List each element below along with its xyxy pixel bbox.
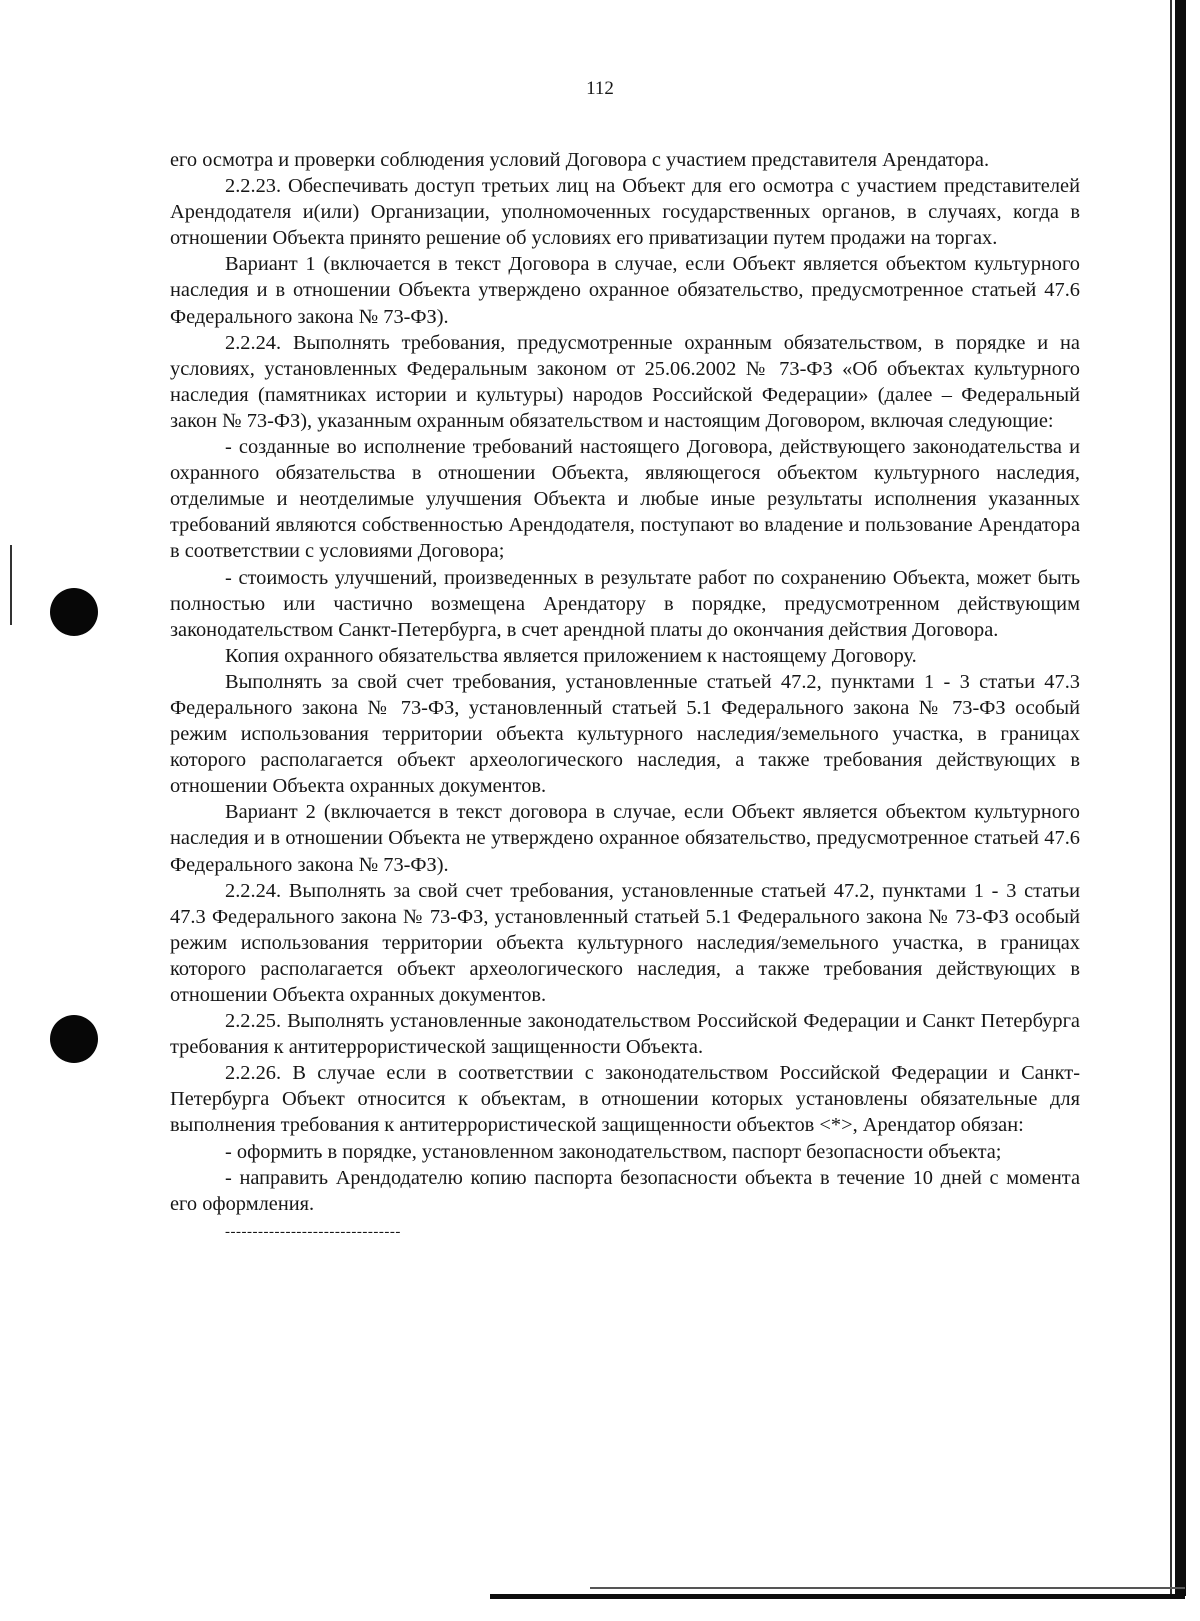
scan-edge-right xyxy=(1175,0,1186,1596)
punch-hole-top xyxy=(50,588,98,636)
paragraph-obligation-copy: Копия охранного обязательства является приложением к настоящему Договору. xyxy=(225,644,917,667)
paragraph-variant-2-note: Вариант 2 (включается в текст договора в случае, если Объект является объектом культурного наследия и в отношении Объекта не утверждено охранное обязательство, предусмотренное статьей 47.6 Федерального закона № 73-ФЗ). xyxy=(170,801,1080,876)
scan-edge-line-bottom-thin xyxy=(590,1587,1185,1589)
scan-edge-bottom xyxy=(490,1594,1185,1599)
document-body xyxy=(170,147,1080,1241)
footnote-separator: -------------------------------- xyxy=(225,1223,401,1240)
paragraph-clause-2-2-26: 2.2.26. В случае если в соответствии с законодательством Российской Федерации и Санкт-Петербурга Объект относится к объектам, в отношении которых установлены обязательные для выполнения требования к антитеррористической защищенности объектов <*>, Арендатор обязан: xyxy=(170,1062,1080,1137)
paragraph-clause-2-2-24-variant-2: 2.2.24. Выполнять за свой счет требования, установленные статьей 47.2, пунктами 1 - 3 статьи 47.3 Федерального закона № 73-ФЗ, установленный статьей 5.1 Федерального закона № 73-ФЗ особый режим использования территории объекта культурного наследия/земельного участка, в границах которого располагается объект археологического наследия, а также требования действующих в отношении Объекта охранных документов. xyxy=(170,879,1080,1006)
paragraph-continuation: его осмотра и проверки соблюдения условий Договора с участием представителя Арендатора. xyxy=(170,149,990,171)
scan-edge-line-right-thin xyxy=(1170,0,1172,1596)
paragraph-clause-2-2-24-variant-1: 2.2.24. Выполнять требования, предусмотренные охранным обязательством, в порядке и на условиях, установленных Федеральным законом от 25.06.2002 № 73-ФЗ «Об объектах культурного наследия (памятниках истории и культуры) народов Российской Федерации» (далее – Федеральный закон № 73-ФЗ), указанным охранным обязательством и настоящим Договором, включая следующие: xyxy=(170,331,1080,432)
paragraph-bullet-improvements-cost: - стоимость улучшений, произведенных в результате работ по сохранению Объекта, может быть полностью или частично возмещена Арендатору в порядке, предусмотренном действующим законодательством Санкт-Петербурга, в счет арендной платы до окончания действия Договора. xyxy=(170,566,1080,641)
paragraph-requirements-variant-1: Выполнять за свой счет требования, установленные статьей 47.2, пунктами 1 - 3 статьи 47.3 Федерального закона № 73-ФЗ, установленный статьей 5.1 Федерального закона № 73-ФЗ особый режим использования территории объекта культурного наследия/земельного участка, в границах которого располагается объект археологического наследия, а также требования действующих в отношении Объекта охранных документов. xyxy=(170,670,1080,798)
paragraph-clause-2-2-25: 2.2.25. Выполнять установленные законодательством Российской Федерации и Санкт Петербурга требования к антитеррористической защищенности Объекта. xyxy=(170,1010,1080,1059)
paragraph-clause-2-2-23: 2.2.23. Обеспечивать доступ третьих лиц на Объект для его осмотра с участием представителей Арендодателя и(или) Организации, уполномоченных государственных органов, в случаях, когда в отношении Объекта принято решение об условиях его приватизации путем продажи на торгах. xyxy=(170,175,1080,250)
page-number: 112 xyxy=(586,78,614,99)
scan-edge-line-left xyxy=(10,545,12,625)
paragraph-bullet-improvements-ownership: - созданные во исполнение требований настоящего Договора, действующего законодательства и охранного обязательства в отношении Объекта, являющегося объектом культурного наследия, отделимые и неотделимые улучшения Объекта и любые иные результаты исполнения указанных требований являются собственностью Арендодателя, поступают во владение и пользование Арендатора в соответствии с условиями Договора; xyxy=(170,436,1080,563)
paragraph-bullet-security-passport: - оформить в порядке, установленном законодательством, паспорт безопасности объекта; xyxy=(225,1140,1002,1163)
punch-hole-bottom xyxy=(50,1015,98,1063)
paragraph-bullet-passport-copy: - направить Арендодателю копию паспорта безопасности объекта в течение 10 дней с момента его оформления. xyxy=(170,1166,1080,1215)
paragraph-variant-1-note: Вариант 1 (включается в текст Договора в случае, если Объект является объектом культурного наследия и в отношении Объекта утверждено охранное обязательство, предусмотренное статьей 47.6 Федерального закона № 73-ФЗ). xyxy=(170,253,1080,328)
